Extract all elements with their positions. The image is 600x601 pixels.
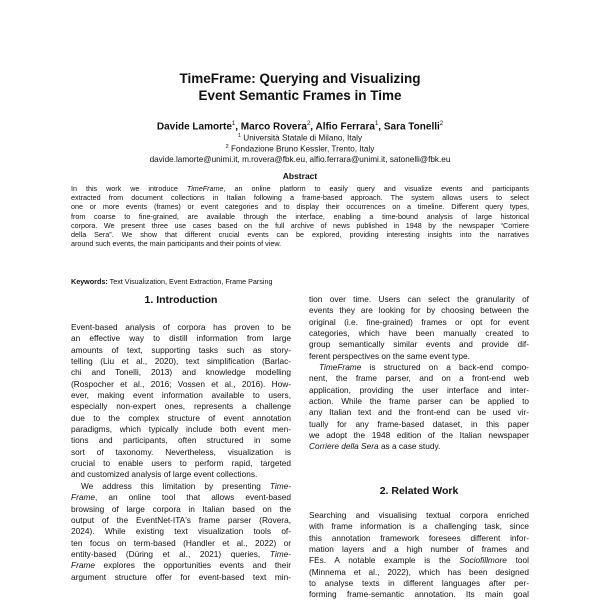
text-line: action. While the frame parser can be applied to [309, 396, 529, 407]
text-line: entity-based (Düring et al., 2021) queries, Time- [71, 548, 291, 559]
text-line: amounts of text, supporting tasks such as story- [71, 344, 291, 355]
text-line: tually for any frame-based dataset, in this paper [309, 418, 529, 429]
text-line: FEs. A notable example is the Sociofillmore tool [309, 555, 529, 566]
abstract-body [71, 184, 529, 248]
text-line: an effective way to distill information from large [71, 333, 291, 344]
abstract-line: della Sera”. We show that different crucial events can be explored, providing interesting insights into the narratives [71, 230, 529, 240]
abstract-line: around such events, the main participants and their points of view. [71, 239, 282, 249]
text-line: output of the EventNet-ITA's frame parser (Rovera, [71, 514, 291, 525]
text-line: We address this limitation by presenting Time- [81, 480, 291, 491]
affiliation-sup: 2 [225, 144, 229, 150]
text-line: sort of taxonomy. Nevertheless, visualization is [71, 446, 291, 457]
author-list: Davide Lamorte$^1$, Marco Rovera$^2$, Alfio Ferrara$^1$, Sara Tonelli$^2$ [156, 121, 444, 133]
text-line: original (i.e. fine-grained) frames or opt for event [309, 316, 529, 327]
text-line: telling (Liu et al., 2020), text simplification (Barlac- [71, 356, 291, 367]
author-affil-sup: 2 [439, 121, 444, 127]
text-line: we adopt the 1948 edition of the Italian newspaper [309, 430, 529, 441]
text-line: due to the complex structure of event annotation [71, 412, 291, 423]
text-line: paradigms, which typically include both event men- [71, 424, 291, 435]
text-line: application, providing the user interface and inter- [309, 384, 529, 395]
author-name: Alfio Ferrara [315, 121, 375, 133]
text-line: ferent perspectives on the same event type. [309, 350, 470, 361]
abstract-line: one or more events (frames) or event categories and to display their occurrences on a timeline. Different query types, [71, 202, 529, 212]
text-line: (Rospocher et al., 2016; Vossen et al., 2016). How- [71, 378, 291, 389]
keywords [71, 277, 529, 286]
text-line: forming frame-semantic annotation. Its main goal [309, 589, 529, 600]
text-line: Frame explores the opportunities events and their [71, 560, 291, 571]
text-line: events they are looking for by choosing between the [309, 305, 529, 316]
author-name: Marco Rovera [240, 121, 307, 133]
keywords-text: Text Visualization, Event Extraction, Frame Parsing [109, 277, 273, 286]
text-line: with frame information is a challenging task, since [309, 521, 529, 532]
text-line: (Minnema et al., 2022), which has been designed [309, 566, 529, 577]
text-line: Searching and visualising textual corpora enriched [309, 510, 529, 520]
text-line: ever, making event information available to users, [71, 390, 291, 401]
text-line: 2024). While existing text visualization tools of- [71, 526, 291, 537]
abstract-heading: Abstract [282, 171, 318, 181]
text-line: Frame, an online tool that allows event-based [71, 492, 291, 503]
text-line: chi and Tonelli, 2013) and knowledge modelling [71, 367, 291, 378]
text-line: categories, which have been manually created to [309, 328, 529, 339]
author-emails: davide.lamorte@unimi.it, m.rovera@fbk.eu, alfio.ferrara@unimi.it, satonelli@fbk.eu [149, 155, 451, 164]
paper-title [0, 70, 600, 104]
text-line: any Italian text and the front-end can be used vir- [309, 407, 529, 418]
text-line: crucial to enable users to perform rapid, targeted [71, 458, 291, 469]
right-column-text-bottom [309, 510, 529, 601]
abstract-line: from coarse to fine-grained, are available through the interface, enabling a time-bound analysis of large historical [71, 211, 529, 221]
right-column-text-top [309, 294, 529, 453]
text-line: to analyse texts in different languages after per- [309, 578, 529, 589]
author-affil-sup: 1 [231, 121, 236, 127]
abstract-line: extracted from document collections in Italian following a frame-based approach. The system allows users to select [71, 193, 529, 203]
text-line: Event-based analysis of corpora has proven to be [71, 322, 291, 332]
text-line: and customized analysis of large event collections. [71, 469, 258, 480]
affiliation-text: Università Statale di Milano, Italy [243, 133, 363, 143]
text-line: group semantically similar events and provide dif- [309, 339, 529, 350]
text-line: especially non-expert ones, represents a challenge [71, 401, 291, 412]
text-line: browsing of large corpora in Italian based on the [71, 503, 291, 514]
text-line: argument structure offer for event-based text min- [71, 571, 291, 582]
author-affil-sup: 2 [306, 121, 311, 127]
section-heading-related-work: 2. Related Work [379, 485, 459, 497]
abstract-line: corpora. We present three use cases based on the full archive of news published in 1948 by the newspaper “Corriere [71, 220, 529, 230]
author-affil-sup: 1 [374, 121, 379, 127]
text-line: Corriere della Sera as a case study. [309, 441, 441, 452]
text-line: nent, the frame parser, and on a front-end web [309, 373, 529, 384]
author-name: Davide Lamorte [156, 121, 232, 133]
author-name: Sara Tonelli [383, 121, 440, 133]
left-column-text [71, 322, 291, 583]
affiliation-sup: 1 [237, 133, 241, 139]
section-heading-introduction: 1. Introduction [144, 294, 218, 306]
title-line-2: Event Semantic Frames in Time [198, 88, 402, 103]
affiliation-text: Fondazione Bruno Kessler, Trento, Italy [230, 144, 375, 154]
title-line-1: TimeFrame: Querying and Visualizing [179, 71, 421, 86]
keywords-label: Keywords: [71, 277, 108, 286]
text-line: TimeFrame is structured on a back-end compo- [319, 362, 529, 373]
text-line: tion over time. Users can select the granularity of [309, 294, 529, 304]
text-line: this annotation framework foresees different infor- [309, 532, 529, 543]
abstract-line: In this work we introduce TimeFrame, an online platform to easily query and visualize events and participants [71, 184, 529, 193]
text-line: mation layers and a high number of frames and [309, 544, 529, 555]
text-line: tions and participants, often structured in some [71, 435, 291, 446]
affiliation [0, 142, 600, 155]
text-line: ten focus on term-based (Handler et al., 2022) or [71, 537, 291, 548]
